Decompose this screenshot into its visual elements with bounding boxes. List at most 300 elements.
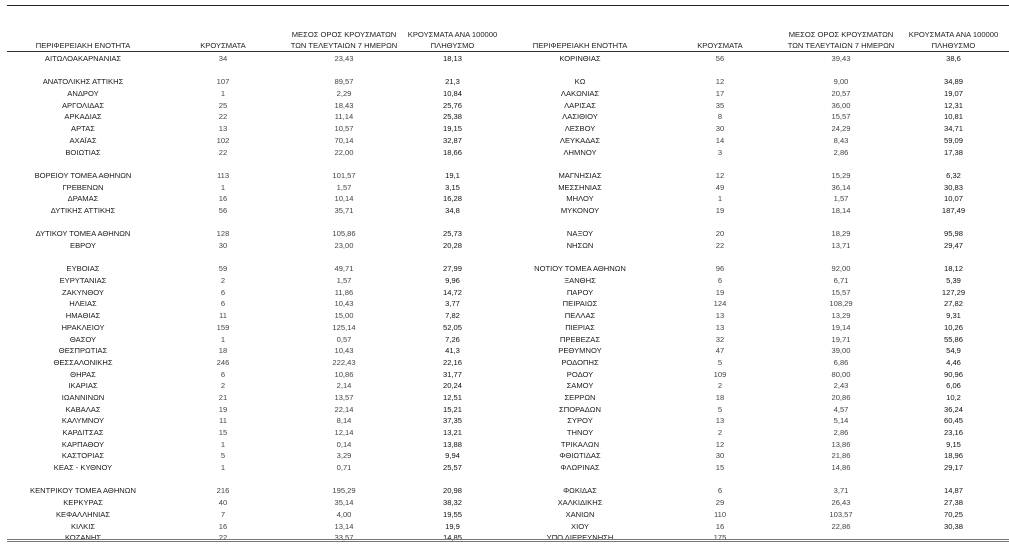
cell-region: ΑΝΑΤΟΛΙΚΗΣ ΑΤΤΙΚΗΣ [42, 77, 124, 87]
cell-per100k: 34,8 [445, 205, 460, 215]
cell-region: ΠΕΙΡΑΙΩΣ [562, 299, 598, 309]
cell-per100k: 10,2 [946, 392, 961, 402]
table-row [7, 76, 504, 88]
header-region-label: ΠΕΡΙΦΕΡΕΙΑΚΗ ΕΝΟΤΗΤΑ [532, 41, 628, 50]
cell-cases: 1 [220, 334, 226, 344]
cell-region: ΑΝΔΡΟΥ [67, 89, 99, 99]
cell-per100k: 19,1 [445, 170, 460, 180]
cell-region: ΜΕΣΣΗΝΙΑΣ [558, 182, 602, 192]
cell-cases: 18 [715, 392, 725, 402]
table-row [7, 100, 504, 112]
cell-per100k: 25,57 [442, 463, 462, 473]
cell-per100k: 38,32 [442, 498, 462, 508]
cell-cases: 47 [715, 346, 725, 356]
table-row [7, 228, 504, 240]
cell-cases: 110 [713, 509, 727, 519]
cell-per100k: 18,13 [442, 54, 462, 63]
cell-region: ΝΑΞΟΥ [566, 229, 594, 239]
table-row [7, 404, 504, 416]
table-row [7, 369, 504, 381]
header-per100k-line2: ΠΛΗΘΥΣΜΟ [430, 41, 475, 50]
cell-cases: 2 [220, 276, 226, 286]
cell-avg7: 5,14 [833, 416, 849, 426]
table-row [504, 88, 1009, 100]
table-row [504, 205, 1009, 217]
table-row [504, 298, 1009, 310]
cell-avg7: 222,43 [332, 357, 356, 367]
cell-region: ΗΜΑΘΙΑΣ [65, 311, 101, 321]
cell-avg7: 10,86 [334, 369, 354, 379]
cell-avg7: 125,14 [332, 322, 356, 332]
cell-region: ΚΑΛΥΜΝΟΥ [61, 416, 105, 426]
cell-region: ΘΕΣΣΑΛΟΝΙΚΗΣ [53, 357, 113, 367]
cell-region: ΜΥΚΟΝΟΥ [560, 205, 600, 215]
cell-per100k: 36,24 [943, 404, 963, 414]
cell-region: ΑΙΤΩΛΟΑΚΑΡΝΑΝΙΑΣ [44, 54, 122, 63]
cell-cases: 107 [216, 77, 230, 87]
cell-avg7: 6,71 [833, 276, 849, 286]
table-row [504, 485, 1009, 497]
cell-avg7: 15,57 [831, 287, 851, 297]
table-row [504, 357, 1009, 369]
cell-cases: 17 [715, 89, 725, 99]
cell-per100k: 12,31 [943, 100, 963, 110]
table-row [504, 345, 1009, 357]
header-per100k-line1: ΚΡΟΥΣΜΑΤΑ ΑΝΑ 100000 [407, 30, 498, 39]
cell-region: ΡΕΘΥΜΝΟΥ [558, 346, 602, 356]
cell-per100k: 10,84 [442, 89, 462, 99]
spacer-row [7, 252, 504, 264]
cell-region: ΛΑΚΩΝΙΑΣ [560, 89, 600, 99]
cell-region: ΣΕΡΡΩΝ [564, 392, 596, 402]
cell-region: ΚΑΒΑΛΑΣ [65, 404, 101, 414]
cell-cases: 22 [218, 147, 228, 157]
cell-per100k: 18,96 [943, 451, 963, 461]
cell-per100k: 29,47 [943, 241, 963, 250]
cell-region: ΚΕΦΑΛΛΗΝΙΑΣ [55, 509, 111, 519]
table-row [7, 497, 504, 509]
cell-region: ΛΗΜΝΟΥ [563, 147, 597, 157]
cell-cases: 1 [717, 194, 723, 204]
cell-region: ΠΕΛΛΑΣ [564, 311, 596, 321]
cell-cases: 109 [713, 369, 727, 379]
cell-per100k: 6,32 [946, 170, 961, 180]
cell-per100k: 25,76 [442, 100, 462, 110]
cell-avg7: 19,71 [831, 334, 851, 344]
cell-region: ΕΥΒΟΙΑΣ [66, 264, 100, 274]
cell-region: ΒΟΙΩΤΙΑΣ [65, 147, 101, 157]
cell-avg7: 18,29 [831, 229, 851, 239]
cell-region: ΜΗΛΟΥ [566, 194, 594, 204]
cell-per100k: 21,3 [445, 77, 460, 87]
cell-avg7: 2,86 [833, 147, 849, 157]
header-avg7-line2: ΤΩΝ ΤΕΛΕΥΤΑΙΩΝ 7 ΗΜΕΡΩΝ [787, 41, 895, 50]
cell-cases: 21 [218, 392, 228, 402]
table-row [7, 485, 504, 497]
header-cases [656, 29, 784, 51]
spacer-row [504, 65, 1009, 77]
cell-avg7: 10,14 [334, 194, 354, 204]
cell-per100k: 27,38 [943, 498, 963, 508]
table-row [7, 392, 504, 404]
cell-avg7: 13,14 [334, 521, 354, 531]
cell-cases: 19 [218, 404, 228, 414]
table-row [7, 521, 504, 533]
cell-cases: 22 [715, 241, 725, 250]
cell-cases: 6 [220, 369, 226, 379]
spacer-row [7, 474, 504, 486]
cell-region: ΛΑΡΙΣΑΣ [564, 100, 596, 110]
cell-avg7: 22,86 [831, 521, 851, 531]
spacer-row [504, 474, 1009, 486]
table-row [7, 357, 504, 369]
cell-region: ΚΕΝΤΡΙΚΟΥ ΤΟΜΕΑ ΑΘΗΝΩΝ [30, 486, 136, 496]
cell-region: ΓΡΕΒΕΝΩΝ [62, 182, 104, 192]
cell-cases: 16 [218, 194, 228, 204]
table-row [7, 322, 504, 334]
cell-cases: 15 [715, 463, 725, 473]
cell-region: ΚΟΡΙΝΘΙΑΣ [559, 54, 601, 63]
cell-per100k: 34,89 [943, 77, 963, 87]
cell-per100k: 19,55 [442, 509, 462, 519]
header-region [504, 29, 656, 51]
table-row [7, 193, 504, 205]
cell-per100k: 19,9 [445, 521, 460, 531]
cell-cases: 22 [218, 533, 228, 543]
cell-avg7: 10,43 [334, 346, 354, 356]
cell-region: ΔΥΤΙΚΗΣ ΑΤΤΙΚΗΣ [50, 205, 116, 215]
spacer-row [7, 65, 504, 77]
cell-cases: 3 [717, 147, 723, 157]
cell-per100k: 13,88 [442, 439, 462, 449]
cell-avg7: 1,57 [336, 276, 352, 286]
cell-per100k: 9,96 [445, 276, 460, 286]
cell-avg7: 0,14 [336, 439, 352, 449]
cell-avg7: 195,29 [332, 486, 356, 496]
cell-avg7: 13,57 [334, 392, 354, 402]
cell-avg7: 89,57 [334, 77, 354, 87]
cell-per100k: 30,83 [943, 182, 963, 192]
table-row [504, 415, 1009, 427]
cell-cases: 30 [218, 241, 228, 250]
table-row [504, 275, 1009, 287]
cell-per100k: 15,21 [442, 404, 462, 414]
table-row [504, 310, 1009, 322]
table-row [7, 334, 504, 346]
cell-region: ΞΑΝΘΗΣ [564, 276, 596, 286]
cell-cases: 56 [218, 205, 228, 215]
table-row [504, 334, 1009, 346]
cell-per100k: 30,38 [943, 521, 963, 531]
cell-cases: 49 [715, 182, 725, 192]
cell-avg7: 39,43 [831, 54, 851, 63]
cell-per100k: 52,05 [442, 322, 462, 332]
cell-region: ΚΩ [574, 77, 586, 87]
cell-per100k: 41,3 [445, 346, 460, 356]
cell-region: ΦΘΙΩΤΙΔΑΣ [559, 451, 601, 461]
cell-cases: 15 [218, 428, 228, 437]
cell-region: ΚΕΑΣ - ΚΥΘΝΟΥ [53, 463, 113, 473]
table-row [7, 450, 504, 462]
cell-avg7: 108,29 [829, 299, 853, 309]
cell-avg7: 1,57 [336, 182, 352, 192]
cell-avg7: 22,14 [334, 404, 354, 414]
cell-per100k: 12,51 [442, 392, 462, 402]
cell-cases: 30 [715, 124, 725, 134]
cell-avg7: 15,00 [334, 311, 354, 321]
cell-region: ΛΕΣΒΟΥ [564, 124, 596, 134]
cell-avg7: 4,00 [336, 509, 352, 519]
table-row [504, 427, 1009, 439]
header-avg7-line1: ΜΕΣΟΣ ΟΡΟΣ ΚΡΟΥΣΜΑΤΩΝ [788, 30, 894, 39]
cell-cases: 6 [220, 299, 226, 309]
cell-cases: 246 [216, 357, 230, 367]
cell-cases: 96 [715, 264, 725, 274]
table-row [7, 240, 504, 252]
cell-avg7: 26,43 [831, 498, 851, 508]
cell-cases: 16 [218, 521, 228, 531]
cell-avg7: 80,00 [831, 369, 851, 379]
cell-per100k: 20,98 [442, 486, 462, 496]
cell-per100k: 127,29 [941, 287, 966, 297]
cell-region: ΠΙΕΡΙΑΣ [565, 322, 595, 332]
cell-avg7: 35,71 [334, 205, 354, 215]
cell-per100k: 14,72 [442, 287, 462, 297]
cell-per100k: 55,86 [943, 334, 963, 344]
header-cases-label: ΚΡΟΥΣΜΑΤΑ [697, 41, 743, 50]
table-row [7, 123, 504, 135]
table-row [7, 287, 504, 299]
cell-per100k: 9,15 [946, 439, 961, 449]
cell-cases: 216 [216, 486, 230, 496]
cell-per100k: 9,94 [445, 451, 460, 461]
cell-cases: 5 [717, 357, 723, 367]
table-row [504, 240, 1009, 252]
table-row [504, 369, 1009, 381]
cell-avg7: 105,86 [332, 229, 356, 239]
spacer-row [7, 158, 504, 170]
cell-cases: 12 [715, 170, 725, 180]
cell-per100k: 10,81 [943, 112, 963, 122]
table-row [504, 147, 1009, 159]
cell-avg7: 2,14 [336, 381, 352, 391]
cell-cases: 18 [218, 346, 228, 356]
cell-region: ΔΡΑΜΑΣ [67, 194, 99, 204]
cell-per100k: 13,21 [442, 428, 462, 437]
cell-per100k: 70,25 [943, 509, 963, 519]
cell-avg7: 11,86 [334, 287, 354, 297]
table-row [7, 509, 504, 521]
cell-per100k: 95,98 [943, 229, 963, 239]
cell-cases: 13 [715, 311, 725, 321]
table-row [7, 298, 504, 310]
cell-cases: 6 [717, 276, 723, 286]
cell-cases: 40 [218, 498, 228, 508]
cell-per100k: 38,6 [946, 54, 961, 63]
cell-cases: 2 [220, 381, 226, 391]
spacer-row [504, 217, 1009, 229]
cell-cases: 11 [219, 416, 227, 426]
table-row [7, 427, 504, 439]
cell-region: ΡΟΔΟΠΗΣ [561, 357, 599, 367]
cell-cases: 12 [715, 439, 725, 449]
table-row [7, 88, 504, 100]
cell-region: ΛΕΥΚΑΔΑΣ [559, 135, 601, 145]
cell-region: ΑΡΓΟΛΙΔΑΣ [61, 100, 105, 110]
cell-region: ΘΕΣΠΡΩΤΙΑΣ [58, 346, 108, 356]
cell-cases: 159 [216, 322, 230, 332]
cell-region: ΙΚΑΡΙΑΣ [68, 381, 98, 391]
cell-cases: 19 [715, 205, 725, 215]
cell-region: ΗΡΑΚΛΕΙΟΥ [61, 322, 105, 332]
cell-per100k: 3,15 [445, 182, 460, 192]
cell-cases: 5 [220, 451, 226, 461]
table-row [504, 462, 1009, 474]
cell-cases: 19 [715, 287, 725, 297]
cell-region: ΒΟΡΕΙΟΥ ΤΟΜΕΑ ΑΘΗΝΩΝ [34, 170, 132, 180]
cell-avg7: 20,57 [831, 89, 851, 99]
cell-per100k: 20,28 [442, 241, 462, 250]
cell-cases: 35 [715, 100, 725, 110]
cell-region: ΧΙΟΥ [571, 521, 589, 531]
cell-region: ΘΑΣΟΥ [69, 334, 97, 344]
table-row [7, 439, 504, 451]
table-row [7, 345, 504, 357]
cell-avg7: 1,57 [833, 194, 849, 204]
cell-cases: 59 [218, 264, 228, 274]
header-region-label: ΠΕΡΙΦΕΡΕΙΑΚΗ ΕΝΟΤΗΤΑ [35, 41, 131, 50]
header-avg7 [287, 29, 401, 51]
cell-per100k: 9,31 [946, 311, 961, 321]
cell-region: ΝΗΣΩΝ [566, 241, 594, 250]
cell-avg7: 13,71 [831, 241, 851, 250]
table-row [504, 182, 1009, 194]
cell-cases: 25 [218, 100, 228, 110]
table-row [504, 521, 1009, 533]
cell-per100k: 7,82 [445, 311, 460, 321]
cell-avg7: 2,29 [336, 89, 352, 99]
cell-region: ΦΩΚΙΔΑΣ [563, 486, 597, 496]
cell-per100k: 22,16 [442, 357, 462, 367]
cell-avg7: 18,14 [831, 205, 851, 215]
cell-cases: 30 [715, 451, 725, 461]
cell-region: ΚΕΡΚΥΡΑΣ [63, 498, 103, 508]
cell-cases: 16 [715, 521, 725, 531]
table-row [504, 100, 1009, 112]
cell-region: ΦΛΩΡΙΝΑΣ [560, 463, 600, 473]
table-row [504, 509, 1009, 521]
cell-region: ΧΑΝΙΩΝ [565, 509, 595, 519]
table-row [504, 170, 1009, 182]
spacer-row [504, 252, 1009, 264]
cell-cases: 7 [220, 509, 226, 519]
cell-per100k: 31,77 [442, 369, 462, 379]
table-row [504, 193, 1009, 205]
cell-per100k: 16,28 [442, 194, 462, 204]
cell-per100k: 187,49 [941, 205, 966, 215]
table-row [504, 111, 1009, 123]
table-row [7, 275, 504, 287]
cell-avg7: 10,43 [334, 299, 354, 309]
cell-region: ΚΑΣΤΟΡΙΑΣ [61, 451, 105, 461]
right-table-body [504, 53, 1009, 544]
cell-avg7: 13,86 [831, 439, 851, 449]
cell-cases: 8 [717, 112, 723, 122]
table-row [504, 450, 1009, 462]
table-row [7, 310, 504, 322]
cell-avg7: 103,57 [829, 509, 853, 519]
cell-avg7: 4,57 [833, 404, 849, 414]
cell-region: ΚΑΡΠΑΘΟΥ [61, 439, 105, 449]
cell-region: ΤΡΙΚΑΛΩΝ [560, 439, 600, 449]
cell-per100k: 10,26 [943, 322, 963, 332]
cell-cases: 13 [715, 416, 725, 426]
cell-cases: 1 [220, 182, 226, 192]
table-row [504, 322, 1009, 334]
cell-per100k: 19,07 [943, 89, 963, 99]
spacer-row [504, 158, 1009, 170]
cell-per100k: 29,17 [943, 463, 963, 473]
cell-cases: 113 [216, 170, 230, 180]
cell-per100k: 23,16 [943, 428, 963, 437]
cell-cases: 32 [715, 334, 725, 344]
cell-per100k: 7,26 [445, 334, 460, 344]
cell-cases: 34 [218, 54, 228, 63]
cell-avg7: 23,00 [334, 241, 354, 250]
cell-region: ΜΑΓΝΗΣΙΑΣ [558, 170, 602, 180]
cell-cases: 175 [713, 533, 727, 543]
cell-region: ΤΗΝΟΥ [566, 428, 594, 437]
cell-avg7: 10,57 [334, 124, 354, 134]
cell-avg7: 101,57 [332, 170, 356, 180]
table-row [504, 123, 1009, 135]
cell-avg7: 21,86 [831, 451, 851, 461]
table-row [504, 287, 1009, 299]
cell-avg7: 12,14 [334, 428, 354, 437]
cell-cases: 14 [715, 135, 725, 145]
cell-region: ΕΒΡΟΥ [70, 241, 96, 250]
cell-cases: 12 [715, 77, 725, 87]
header-cases-label: ΚΡΟΥΣΜΑΤΑ [200, 41, 246, 50]
cell-avg7: 0,57 [336, 334, 352, 344]
header-avg7-line1: ΜΕΣΟΣ ΟΡΟΣ ΚΡΟΥΣΜΑΤΩΝ [291, 30, 397, 39]
cell-per100k: 60,45 [943, 416, 963, 426]
cell-region: ΠΑΡΟΥ [566, 287, 594, 297]
cell-region: ΙΩΑΝΝΙΝΩΝ [61, 392, 105, 402]
cell-avg7: 13,29 [831, 311, 851, 321]
cell-cases: 1 [220, 463, 226, 473]
header-per100k-line1: ΚΡΟΥΣΜΑΤΑ ΑΝΑ 100000 [908, 30, 999, 39]
cell-region: ΚΑΡΔΙΤΣΑΣ [62, 428, 104, 437]
header-per100k [898, 29, 1009, 51]
cell-per100k: 14,87 [943, 486, 963, 496]
header-cases [159, 29, 287, 51]
table-row [7, 147, 504, 159]
cell-avg7: 2,43 [833, 381, 849, 391]
table-row [504, 228, 1009, 240]
cell-avg7: 11,14 [334, 112, 354, 122]
cell-per100k: 19,15 [442, 124, 462, 134]
table-row [7, 380, 504, 392]
cell-cases: 102 [216, 135, 230, 145]
cell-avg7: 35,14 [334, 498, 354, 508]
cell-per100k: 5,39 [946, 276, 961, 286]
cell-per100k: 54,9 [946, 346, 961, 356]
cell-cases: 20 [715, 229, 725, 239]
cell-region: ΑΡΚΑΔΙΑΣ [64, 112, 102, 122]
cell-avg7: 39,00 [831, 346, 851, 356]
cell-per100k: 34,71 [943, 124, 963, 134]
